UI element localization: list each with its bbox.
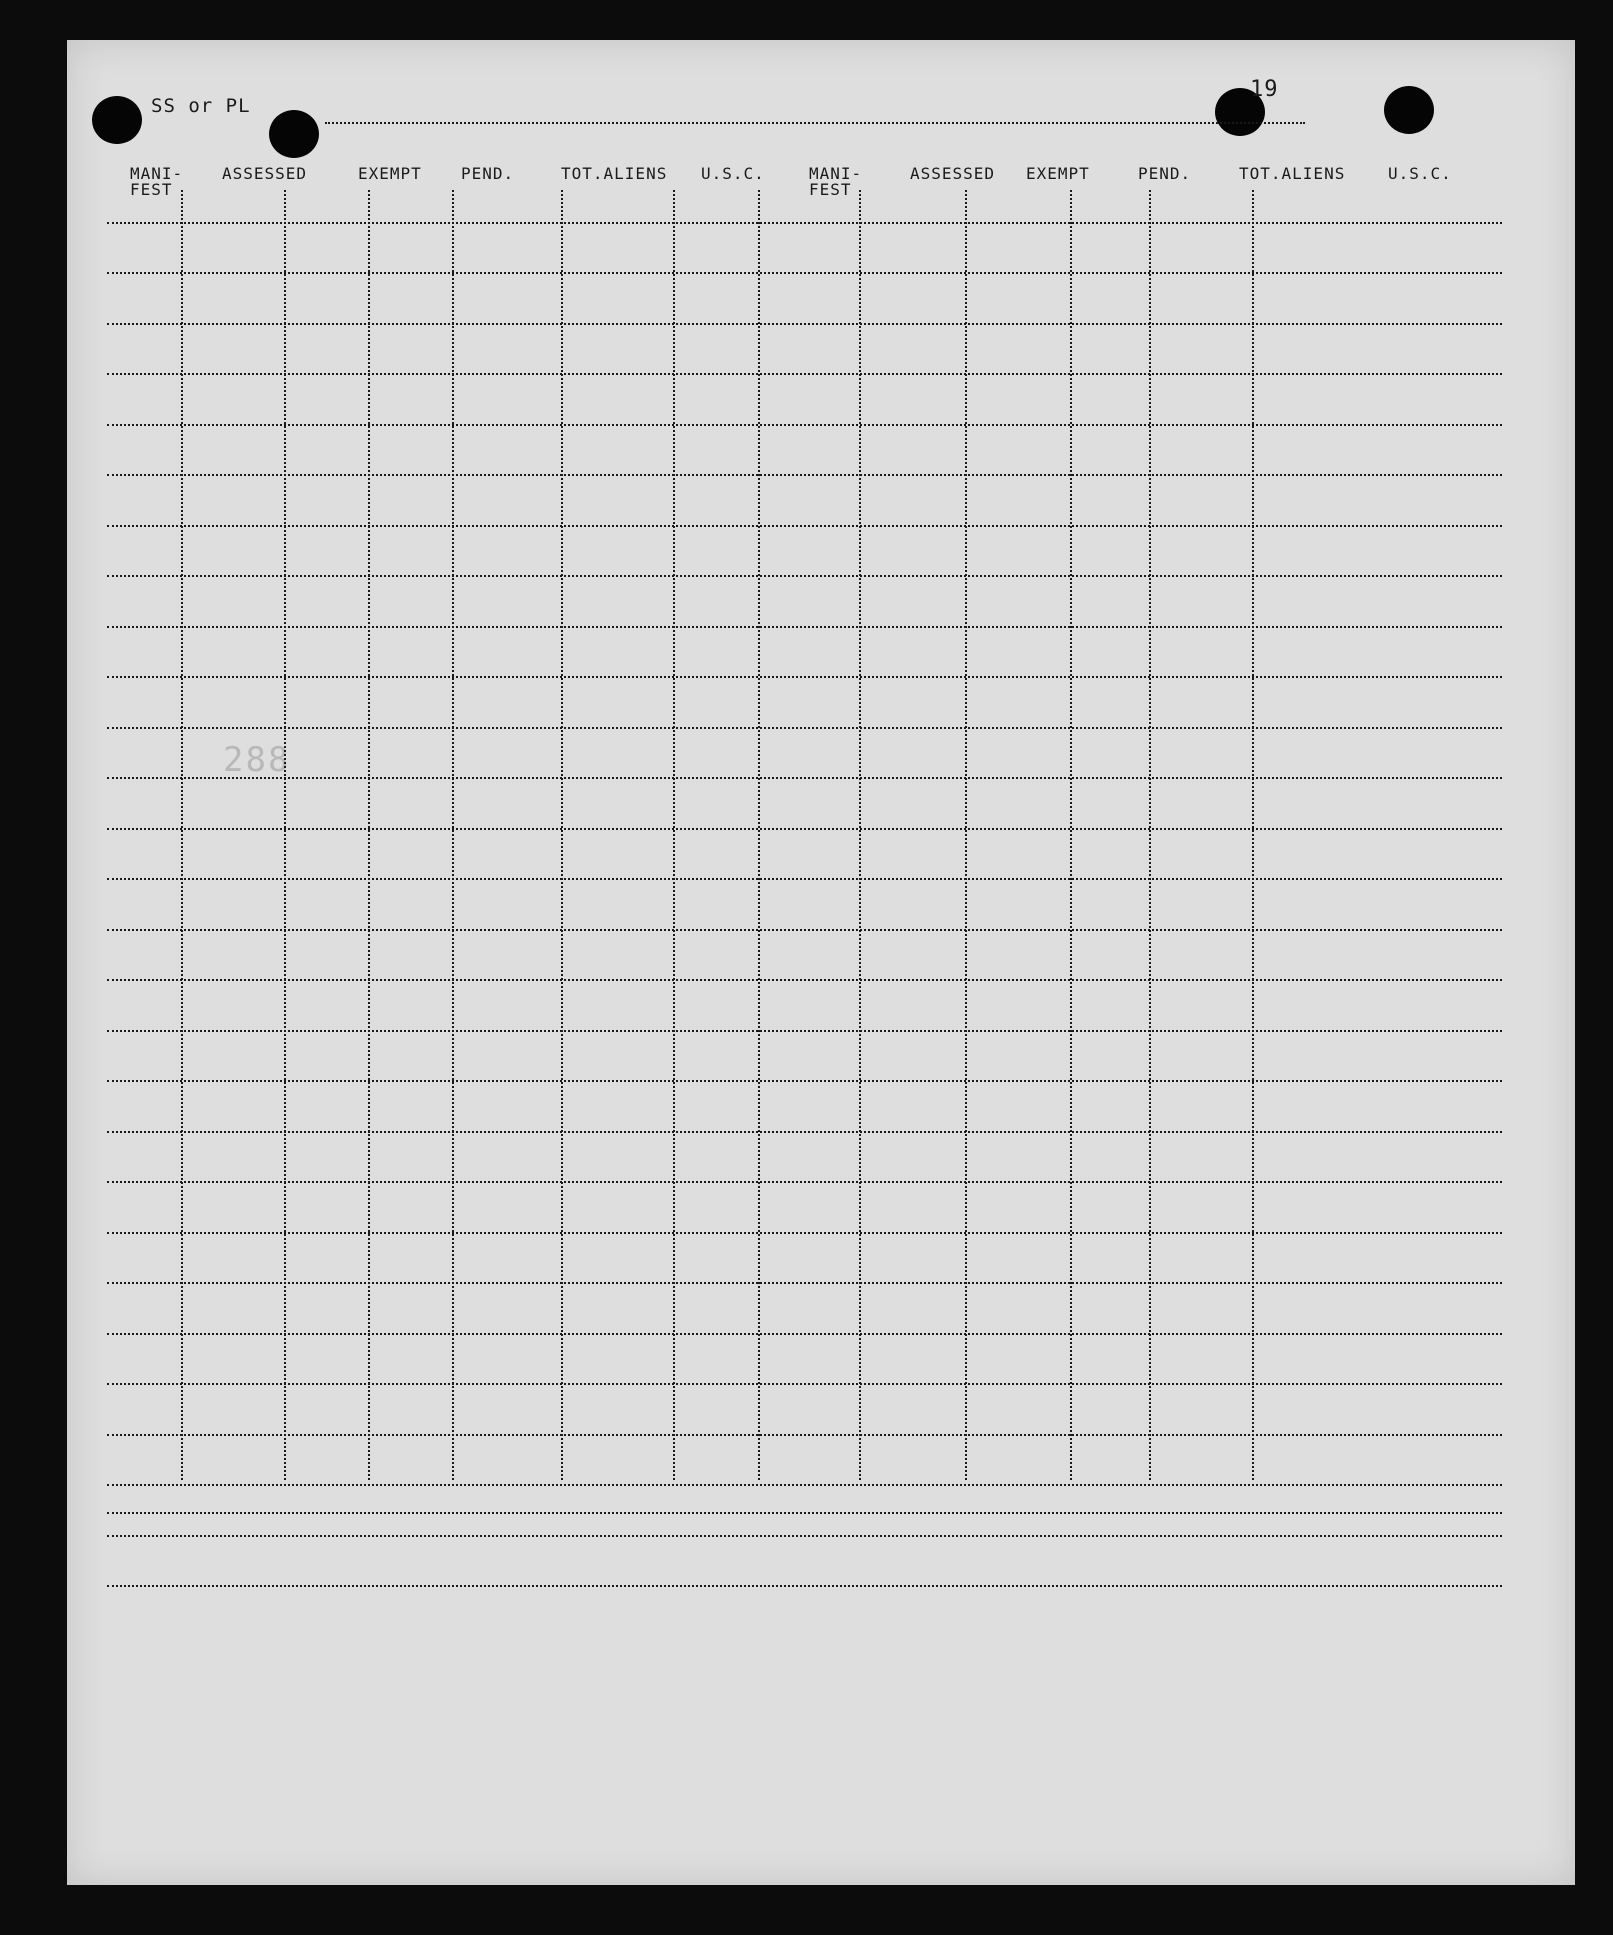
col-header-left-3 (461, 166, 514, 182)
col-header-line1: MANI- (130, 164, 184, 183)
ss-or-pl-entry-line (325, 122, 1305, 124)
row-rule (107, 626, 1502, 628)
row-rule (107, 979, 1502, 981)
row-rule (107, 1484, 1502, 1486)
col-header-line1: EXEMPT (358, 164, 422, 183)
bleed-through-stamp: 288 (223, 740, 291, 780)
column-divider (673, 190, 675, 1480)
punch-hole-left-center (269, 110, 319, 158)
row-rule (107, 1080, 1502, 1082)
col-header-right-2 (1026, 166, 1090, 182)
row-rule (107, 878, 1502, 880)
scanned-form-page (67, 40, 1575, 1885)
col-header-line1: TOT.ALIENS (1239, 164, 1346, 183)
col-header-line1: ASSESSED (910, 164, 996, 183)
column-divider (1070, 190, 1072, 1480)
row-rule (107, 525, 1502, 527)
col-header-right-3 (1138, 166, 1191, 182)
row-rule (107, 1434, 1502, 1436)
column-divider (284, 190, 286, 1480)
col-header-line1: U.S.C. (701, 164, 765, 183)
column-divider (452, 190, 454, 1480)
row-rule (107, 1333, 1502, 1335)
row-rule (107, 1232, 1502, 1234)
punch-hole-right (1384, 86, 1434, 134)
col-header-left-1 (222, 166, 307, 182)
row-rule (107, 1282, 1502, 1284)
col-header-line1: PEND. (1138, 164, 1192, 183)
row-rule (107, 373, 1502, 375)
row-rule (107, 424, 1502, 426)
col-header-right-4 (1239, 166, 1345, 182)
col-header-line1: ASSESSED (222, 164, 308, 183)
col-header-right-0 (809, 166, 862, 198)
col-header-left-2 (358, 166, 422, 182)
row-rule (107, 727, 1502, 729)
row-rule (107, 474, 1502, 476)
col-header-line1: PEND. (461, 164, 515, 183)
row-rule (107, 222, 1502, 224)
bottom-rule (107, 1585, 1502, 1587)
col-header-line1: U.S.C. (1388, 164, 1452, 183)
punch-hole-left (92, 96, 142, 144)
col-header-line1: MANI- (809, 164, 863, 183)
page-number: 19 (1250, 77, 1279, 102)
row-rule (107, 272, 1502, 274)
col-header-left-5 (701, 166, 765, 182)
column-divider (1252, 190, 1254, 1480)
row-rule (107, 323, 1502, 325)
col-header-right-5 (1388, 166, 1452, 182)
row-rule (107, 1131, 1502, 1133)
row-rule (107, 575, 1502, 577)
row-rule (107, 777, 1502, 779)
col-header-right-1 (910, 166, 995, 182)
col-header-left-4 (561, 166, 667, 182)
col-header-line1: EXEMPT (1026, 164, 1090, 183)
column-divider (561, 190, 563, 1480)
column-divider (181, 190, 183, 1480)
row-rule (107, 676, 1502, 678)
column-divider (368, 190, 370, 1480)
bottom-rule (107, 1512, 1502, 1514)
row-rule (107, 1383, 1502, 1385)
ss-or-pl-label: SS or PL (151, 95, 251, 117)
column-divider (965, 190, 967, 1480)
row-rule (107, 828, 1502, 830)
row-rule (107, 929, 1502, 931)
col-header-line2: FEST (809, 180, 852, 199)
col-header-left-0 (130, 166, 183, 198)
col-header-line2: FEST (130, 180, 173, 199)
column-divider (1149, 190, 1151, 1480)
column-divider (758, 190, 760, 1480)
row-rule (107, 1030, 1502, 1032)
row-rule (107, 1181, 1502, 1183)
col-header-line1: TOT.ALIENS (561, 164, 668, 183)
column-divider (859, 190, 861, 1480)
row-rule (107, 1535, 1502, 1537)
